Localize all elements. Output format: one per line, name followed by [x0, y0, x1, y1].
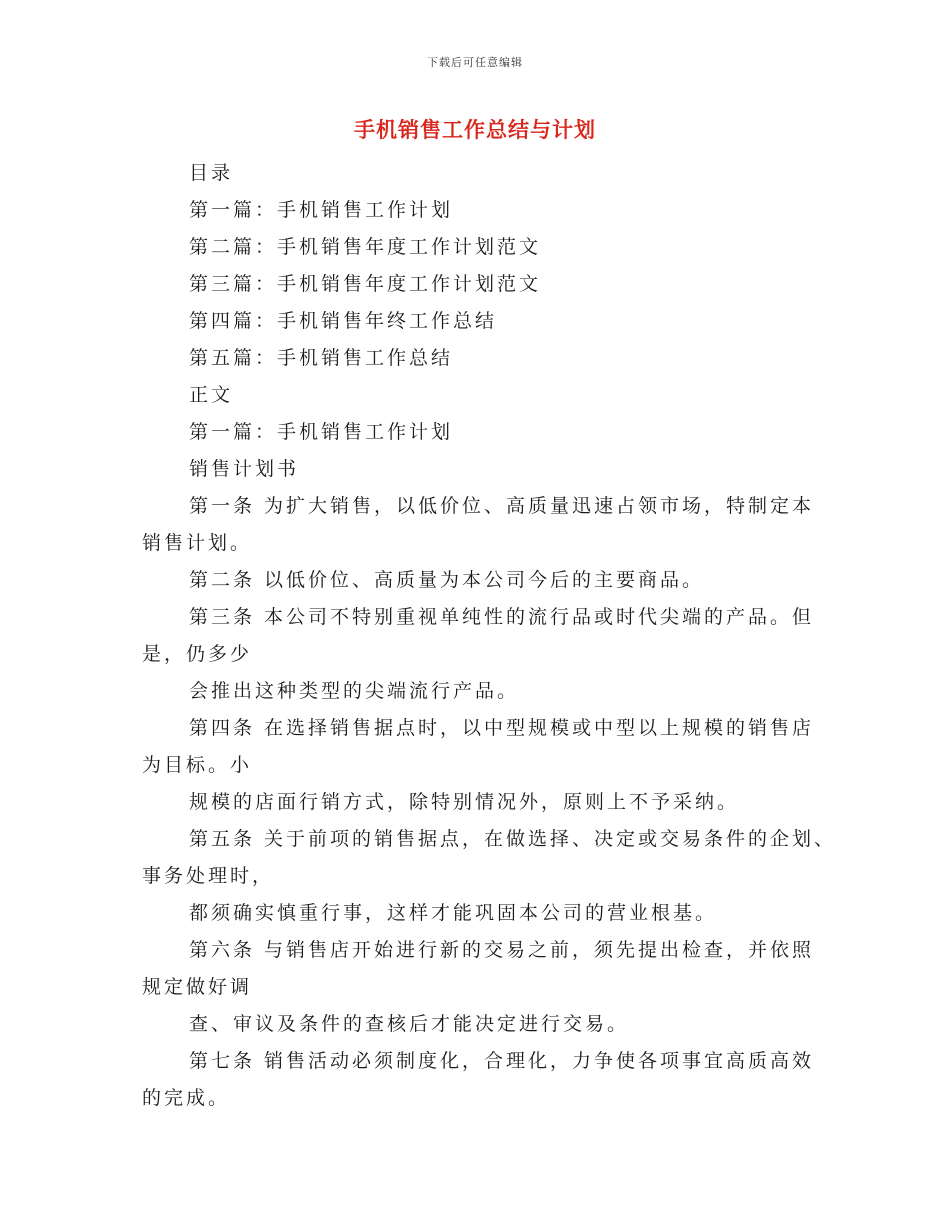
body-line: 事务处理时， [142, 865, 275, 887]
body-line: 第二条 以低价位、高质量为本公司今后的主要商品。 [189, 569, 705, 591]
body-line: 查、审议及条件的查核后才能决定进行交易。 [189, 1013, 630, 1035]
page-header-note: 下载后可任意编辑 [427, 56, 523, 69]
body-line: 第三篇：手机销售年度工作计划范文 [189, 273, 542, 295]
body-line: 的完成。 [142, 1087, 231, 1109]
body-line: 销售计划。 [142, 532, 253, 554]
document-body [142, 155, 837, 1117]
body-line: 目录 [189, 162, 234, 184]
body-line: 第一篇：手机销售工作计划 [189, 199, 454, 221]
body-line: 第三条 本公司不特别重视单纯性的流行品或时代尖端的产品。但 [189, 606, 815, 628]
body-line: 规模的店面行销方式，除特别情况外，原则上不予采纳。 [189, 791, 740, 813]
body-line: 正文 [189, 384, 234, 406]
body-line: 销售计划书 [189, 458, 300, 480]
body-line: 第四篇：手机销售年终工作总结 [189, 310, 498, 332]
body-line: 第一篇：手机销售工作计划 [189, 421, 454, 443]
body-line: 第四条 在选择销售据点时，以中型规模或中型以上规模的销售店 [189, 717, 815, 739]
body-line: 会推出这种类型的尖端流行产品。 [189, 680, 520, 702]
document-title: 手机销售工作总结与计划 [354, 117, 596, 142]
body-line: 规定做好调 [142, 976, 253, 998]
body-line: 第五条 关于前项的销售据点，在做选择、决定或交易条件的企划、 [189, 828, 837, 850]
body-line: 为目标。小 [142, 754, 253, 776]
body-line: 第七条 销售活动必须制度化，合理化，力争使各项事宜高质高效 [189, 1050, 815, 1072]
body-line: 是，仍多少 [142, 643, 253, 665]
body-line: 都须确实慎重行事，这样才能巩固本公司的营业根基。 [189, 902, 718, 924]
body-line: 第五篇：手机销售工作总结 [189, 347, 454, 369]
body-line: 第一条 为扩大销售，以低价位、高质量迅速占领市场，特制定本 [189, 495, 815, 517]
body-line: 第二篇：手机销售年度工作计划范文 [189, 236, 542, 258]
body-line: 第六条 与销售店开始进行新的交易之前，须先提出检查，并依照 [189, 939, 815, 961]
